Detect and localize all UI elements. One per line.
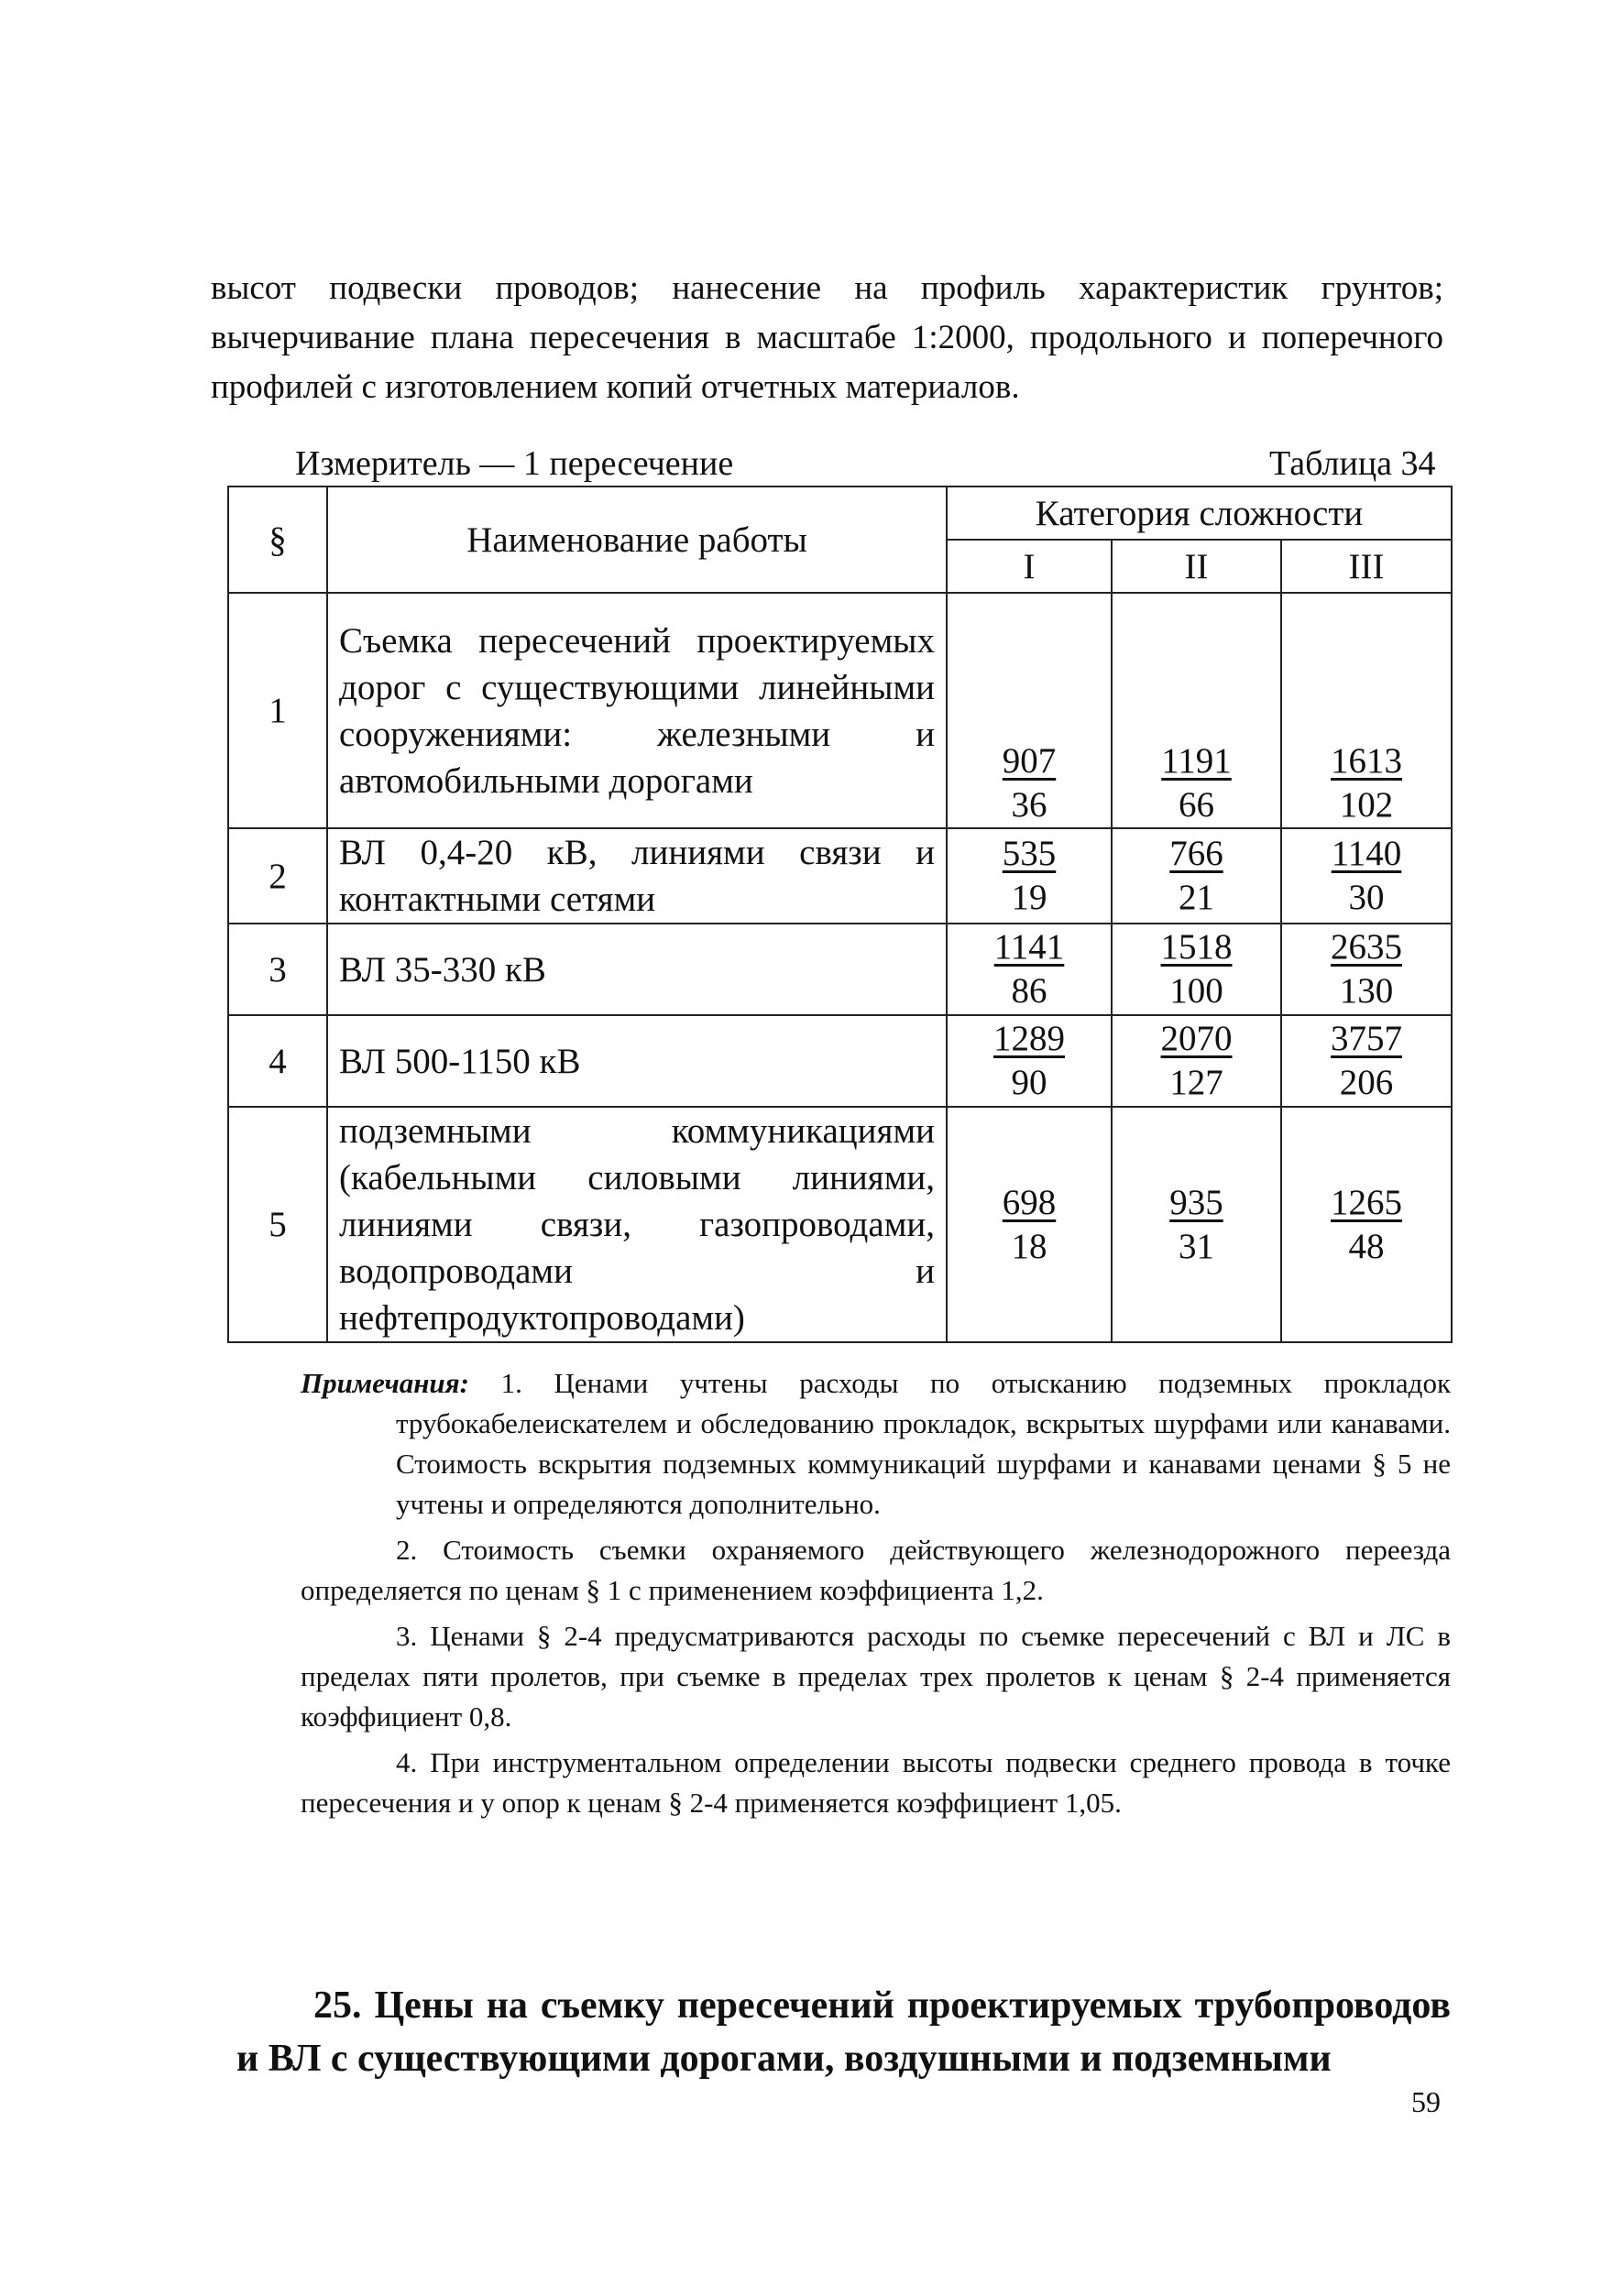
row-number: 4: [228, 1015, 327, 1107]
price-value: 1141: [993, 927, 1065, 967]
notes-label: Примечания:: [301, 1367, 469, 1399]
note-item: 2. Стоимость съемки охраняемого действующего железнодорожного переезда определяется по ценам § 1 с применением коэффициента 1,2.: [301, 1534, 1451, 1606]
price-cat-2: [1112, 1107, 1281, 1342]
price-value: 3757: [1331, 1019, 1403, 1058]
price-value-secondary: 31: [1179, 1226, 1214, 1266]
price-value: 2070: [1160, 1019, 1233, 1058]
price-cat-1: [947, 828, 1112, 924]
table-row: [228, 924, 1452, 1015]
table-row: [228, 1107, 1452, 1342]
price-cat-3: [1281, 1107, 1452, 1342]
price-value-secondary: 127: [1169, 1063, 1223, 1102]
note-item: 4. При инструментальном определении высоты подвески среднего провода в точке пересечения и у опор к ценам § 2-4 применяется коэффициент 1,05.: [301, 1746, 1451, 1819]
intro-paragraph: высот подвески проводов; нанесение на профиль характеристик грунтов; вычерчивание плана пересечения в масштабе 1:2000, продольного и поперечного профилей с изготовлением копий отчетных материалов.: [211, 269, 1443, 406]
price-value: 1140: [1331, 834, 1402, 873]
price-cat-3: [1281, 924, 1452, 1015]
price-value: 1613: [1331, 741, 1403, 781]
page-number: 59: [1411, 2085, 1441, 2118]
price-value: 907: [1002, 741, 1057, 781]
price-cat-1: [947, 924, 1112, 1015]
price-value-secondary: 130: [1339, 971, 1394, 1011]
price-table: [227, 486, 1453, 1343]
price-cat-1: [947, 593, 1112, 828]
price-value: 535: [1002, 834, 1057, 873]
price-cat-2: [1112, 593, 1281, 828]
table-row: [228, 828, 1452, 924]
price-value-secondary: 30: [1348, 878, 1385, 917]
price-value: 1191: [1161, 741, 1232, 781]
table-row: [228, 593, 1452, 828]
price-cat-2: [1112, 1015, 1281, 1107]
table-row: [228, 1015, 1452, 1107]
price-cat-3: [1281, 593, 1452, 828]
section-heading: 25. Цены на съемку пересечений проектируемых трубопроводов и ВЛ с существующими дорогами, воздушными и подземными: [236, 1984, 1451, 2080]
price-value-secondary: 86: [1011, 971, 1047, 1011]
header-category: Категория сложности: [947, 487, 1452, 540]
price-value-secondary: 206: [1339, 1063, 1394, 1102]
header-cat-2: II: [1112, 540, 1281, 593]
price-value-secondary: 90: [1011, 1063, 1047, 1102]
price-cat-3: [1281, 828, 1452, 924]
header-section: §: [228, 487, 327, 593]
price-cat-2: [1112, 828, 1281, 924]
price-value-secondary: 48: [1348, 1226, 1385, 1266]
price-value: 2635: [1331, 927, 1403, 967]
notes-block: [301, 1363, 1451, 1829]
row-work-name: ВЛ 500-1150 кВ: [327, 1015, 947, 1107]
price-value-secondary: 102: [1339, 785, 1394, 825]
header-cat-3: III: [1281, 540, 1452, 593]
price-value-secondary: 18: [1011, 1226, 1047, 1266]
row-number: 3: [228, 924, 327, 1015]
note-text: 1. Ценами учтены расходы по отысканию подземных прокладок трубокабелеискателем и обследованию прокладок, вскрытых шурфами или канавами. Стоимость вскрытия подземных коммуникаций шурфами и канавами ценами § 5 не учтены и определяются дополнительно.: [396, 1367, 1452, 1520]
row-number: 2: [228, 828, 327, 924]
price-value-secondary: 66: [1179, 785, 1214, 825]
row-number: 1: [228, 593, 327, 828]
header-cat-1: I: [947, 540, 1112, 593]
price-value: 698: [1002, 1182, 1057, 1222]
price-value-secondary: 100: [1169, 971, 1223, 1011]
note-item: [301, 1363, 1451, 1525]
row-work-name: Съемка пересечений проектируемых дорог с существующими линейными сооружениями: железными и автомобильными дорогами: [327, 593, 947, 828]
price-value: 1265: [1331, 1182, 1403, 1222]
header-work-name: Наименование работы: [327, 487, 947, 593]
price-value-secondary: 19: [1011, 878, 1047, 917]
row-number: 5: [228, 1107, 327, 1342]
price-cat-1: [947, 1015, 1112, 1107]
note-item: 3. Ценами § 2-4 предусматриваются расходы по съемке пересечений с ВЛ и ЛС в пределах пяти пролетов, при съемке в пределах трех пролетов к ценам § 2-4 применяется коэффициент 0,8.: [301, 1620, 1451, 1733]
price-value: 1289: [993, 1019, 1065, 1058]
row-work-name: ВЛ 0,4-20 кВ, линиями связи и контактными сетями: [327, 828, 947, 924]
price-value-secondary: 21: [1179, 878, 1214, 917]
price-cat-1: [947, 1107, 1112, 1342]
price-value: 766: [1169, 834, 1223, 873]
row-work-name: подземными коммуникациями (кабельными силовыми линиями, линиями связи, газопроводами, водопроводами и нефтепродуктопроводами): [327, 1107, 947, 1342]
price-value: 935: [1169, 1182, 1223, 1222]
table-label: Таблица 34: [1269, 444, 1436, 483]
price-cat-2: [1112, 924, 1281, 1015]
row-work-name: ВЛ 35-330 кВ: [327, 924, 947, 1015]
price-value-secondary: 36: [1011, 785, 1047, 825]
price-value: 1518: [1160, 927, 1233, 967]
price-cat-3: [1281, 1015, 1452, 1107]
measure-label: Измеритель — 1 пересечение: [295, 444, 734, 483]
